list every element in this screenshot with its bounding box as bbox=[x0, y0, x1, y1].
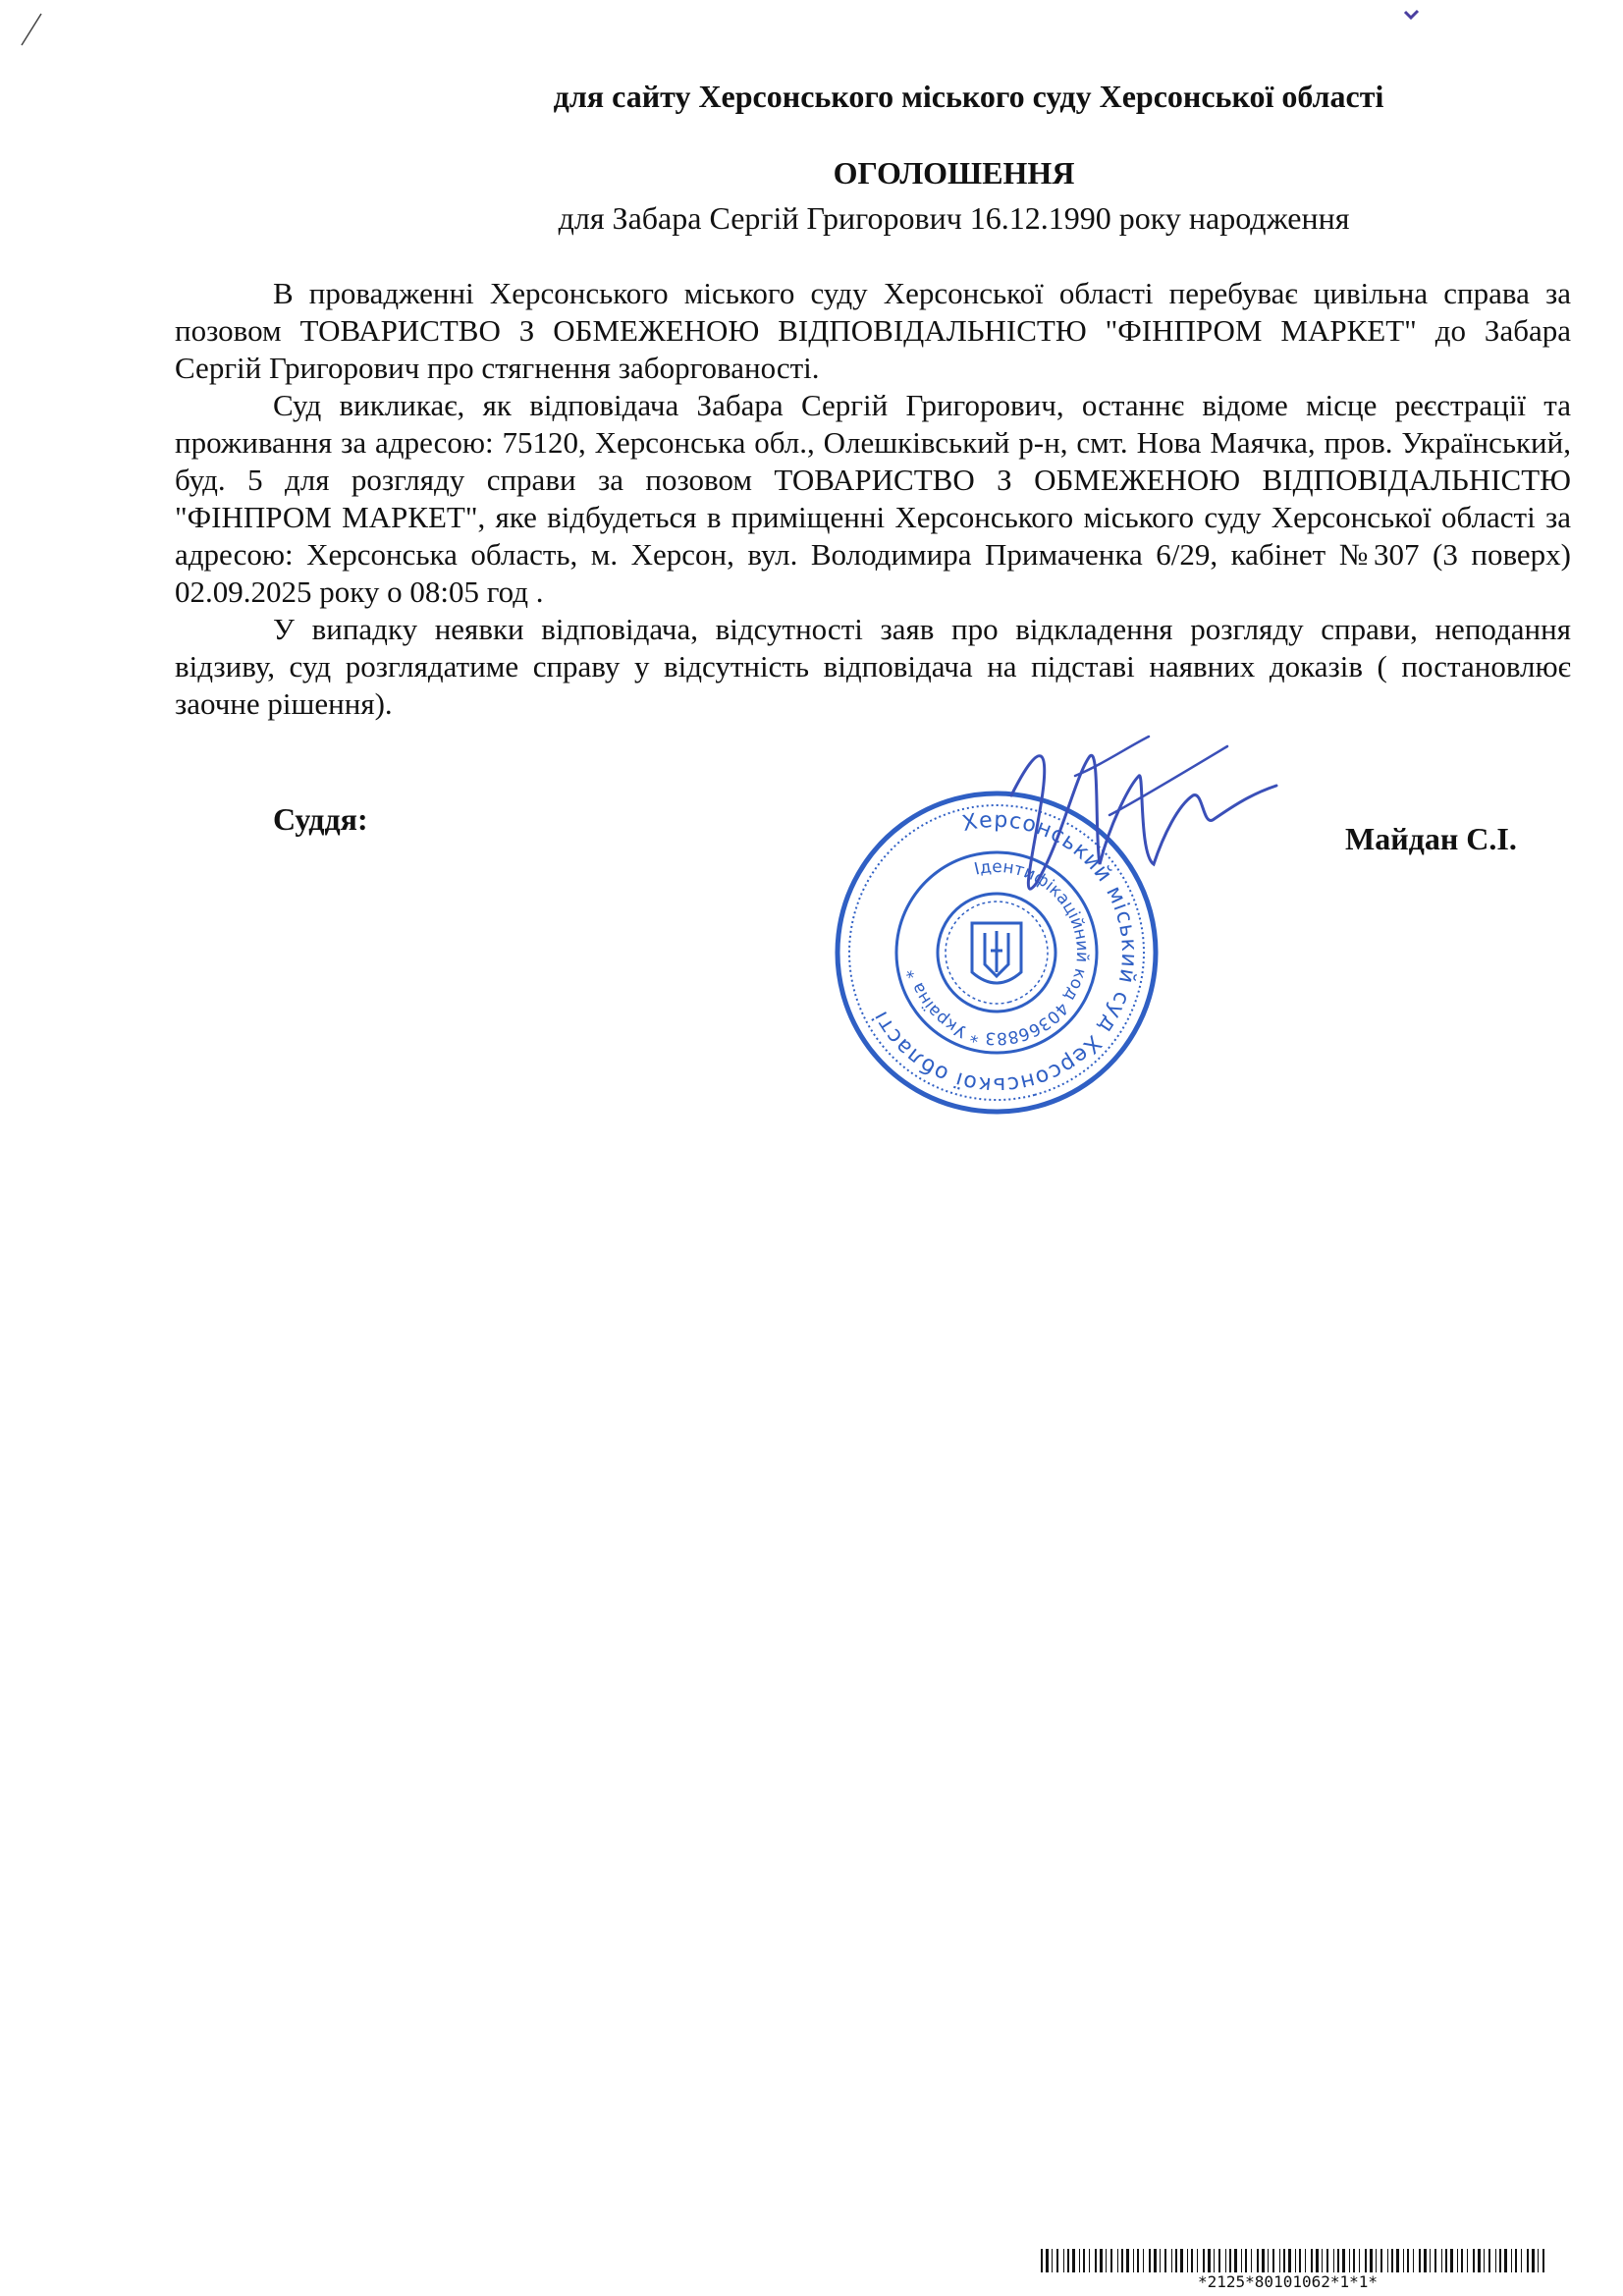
judge-label: Суддя: bbox=[273, 801, 368, 837]
judge-name: Майдан С.І. bbox=[1345, 821, 1517, 856]
site-line: для сайту Херсонського міського суду Херсонської області bbox=[553, 79, 1384, 114]
corner-mark-top-right bbox=[1402, 8, 1422, 27]
stamp-inner-text: Ідентифікаційний код 40366883 * Україна * bbox=[902, 856, 1093, 1049]
paragraph-case: В провадженні Херсонського міського суду Херсонської області перебуває цивільна справа за позовом ТОВАРИСТВО З ОБМЕЖЕНОЮ ВІДПОВІДАЛЬНІСТЮ "ФІНПРОМ МАРКЕТ" до Забара Сергій Григорович про стягнення заборгованості. bbox=[175, 276, 1571, 385]
stamp-outer-text: Херсонський міський суд Херсонської області bbox=[867, 807, 1142, 1098]
page-subtitle: для Забара Сергій Григорович 16.12.1990 року народження bbox=[558, 200, 1350, 236]
judge-signature bbox=[982, 717, 1296, 943]
page-title: ОГОЛОШЕННЯ bbox=[833, 155, 1075, 191]
barcode-number: *2125*80101062*1*1* bbox=[1198, 2272, 1379, 2291]
document-barcode bbox=[1041, 2249, 1551, 2272]
corner-mark-top-left bbox=[18, 10, 47, 54]
notice-body bbox=[175, 275, 1571, 723]
paragraph-summons: Суд викликає, як відповідача Забара Сергій Григорович, останнє відоме місце реєстрації та проживання за адресою: 75120, Херсонська обл., Олешківський р-н, смт. Нова Маячка, пров. Український, буд. 5 для розгляду справи за позовом ТОВАРИСТВО З ОБМЕЖЕНОЮ ВІДПОВІДАЛЬНІСТЮ "ФІНПРОМ МАРКЕТ", яке відбудеться в приміщенні Херсонського міського суду Херсонської області за адресою: Херсонська область, м. Херсон, вул. Володимира Примаченка 6/29, кабінет №307 (3 поверх) 02.09.2025 року о 08:05 год . bbox=[175, 388, 1571, 609]
paragraph-absence: У випадку неявки відповідача, відсутності заяв про відкладення розгляду справи, неподання відзиву, суд розглядатиме справу у відсутність відповідача на підставі наявних доказів ( постановлює заочне рішення). bbox=[175, 612, 1571, 721]
